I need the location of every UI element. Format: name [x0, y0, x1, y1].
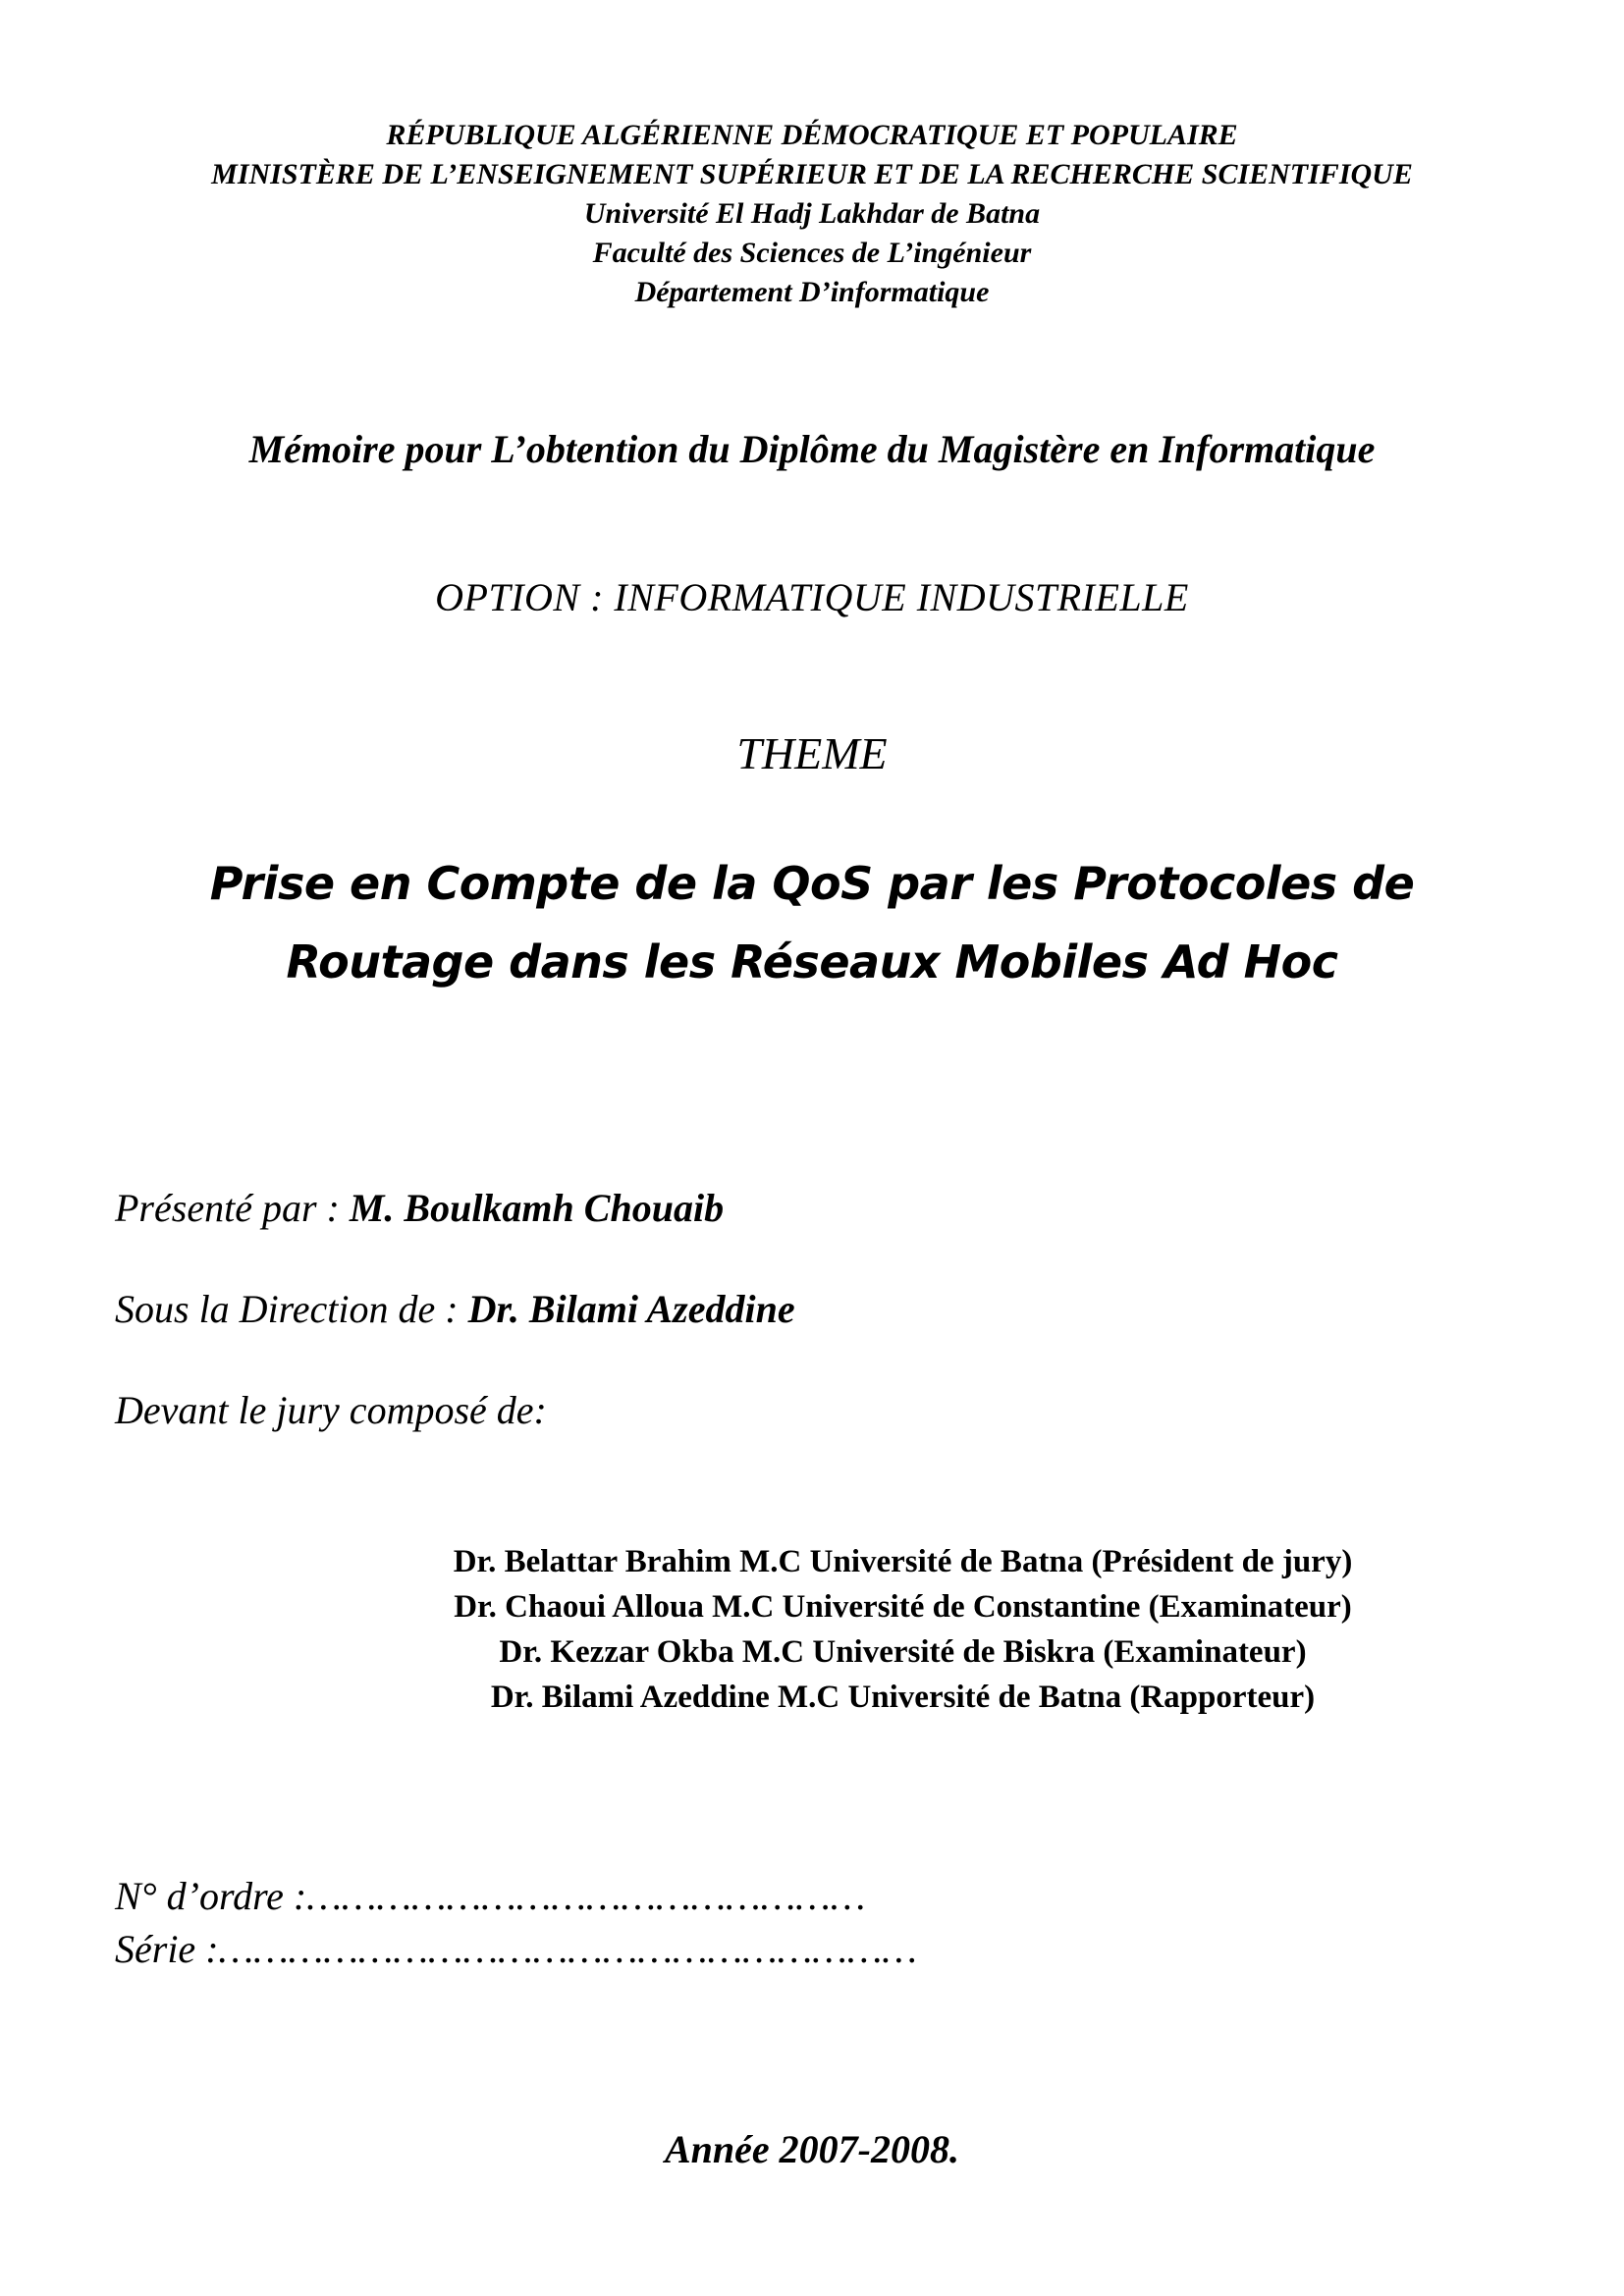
- header-faculty: Faculté des Sciences de L’ingénieur: [592, 237, 1032, 269]
- jury-member: Dr. Chaoui Alloua M.C Université de Constantine (Examinateur): [454, 1589, 1352, 1625]
- option-line: OPTION : INFORMATIQUE INDUSTRIELLE: [435, 575, 1189, 619]
- header-university: Université El Hadj Lakhdar de Batna: [583, 197, 1041, 230]
- presented-by: [115, 1185, 724, 1231]
- supervised-by: [115, 1286, 795, 1332]
- thesis-title-line-1: Prise en Compte de la QoS par les Protocoles de: [209, 857, 1415, 910]
- header-ministry: MINISTÈRE DE L’ENSEIGNEMENT SUPÉRIEUR ET DE LA RECHERCHE SCIENTIFIQUE: [211, 158, 1413, 190]
- jury-list: [0, 1539, 1624, 1720]
- academic-year: Année 2007-2008.: [665, 2127, 959, 2171]
- jury-member: Dr. Belattar Brahim M.C Université de Batna (Président de jury): [453, 1544, 1353, 1579]
- presented-by-label: Présenté par :: [115, 1186, 350, 1230]
- jury-label: Devant le jury composé de:: [115, 1388, 547, 1432]
- thesis-title-line-2: Routage dans les Réseaux Mobiles Ad Hoc: [286, 935, 1338, 988]
- author-name: M. Boulkamh Chouaib: [349, 1186, 725, 1230]
- supervisor-name: Dr. Bilami Azeddine: [467, 1287, 795, 1331]
- header-department: Département D’informatique: [634, 276, 990, 308]
- thesis-title: [0, 844, 1624, 1001]
- institution-header: [0, 116, 1624, 312]
- series-number: Série :……………………………………………………: [115, 1927, 917, 1971]
- header-republic: RÉPUBLIQUE ALGÉRIENNE DÉMOCRATIQUE ET POPULAIRE: [386, 119, 1238, 151]
- order-number: N° d’ordre :…………………………………………: [115, 1874, 866, 1918]
- memoire-line: Mémoire pour L’obtention du Diplôme du Magistère en Informatique: [248, 427, 1376, 471]
- jury-member: Dr. Kezzar Okba M.C Université de Biskra (Examinateur): [499, 1634, 1307, 1670]
- jury-member: Dr. Bilami Azeddine M.C Université de Batna (Rapporteur): [490, 1680, 1316, 1715]
- theme-label: THEME: [736, 728, 888, 778]
- supervised-by-label: Sous la Direction de :: [115, 1287, 468, 1331]
